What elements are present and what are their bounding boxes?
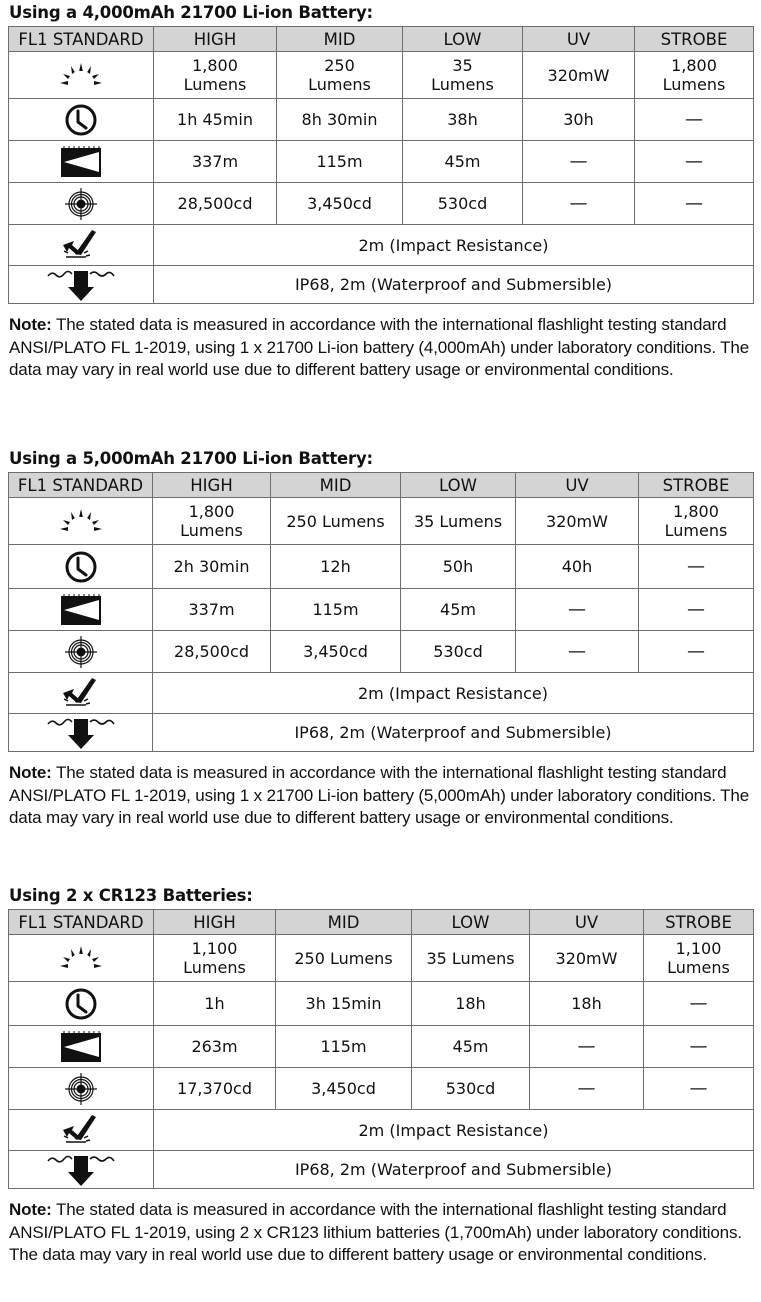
runtime-row <box>9 982 754 1026</box>
value-cell: — <box>635 141 754 183</box>
runtime-row <box>9 545 754 589</box>
section-title: Using a 5,000mAh 21700 Li-ion Battery: <box>9 449 373 468</box>
waterproof-icon <box>46 1152 116 1188</box>
value-cell: 1h 45min <box>154 99 277 141</box>
header-row <box>9 27 754 52</box>
value-cell: — <box>644 1068 754 1110</box>
column-header: UV <box>530 910 644 935</box>
impact-resistance-icon <box>60 228 102 262</box>
output-row <box>9 498 754 545</box>
value-cell: 530cd <box>403 183 523 225</box>
beam-distance-row <box>9 1026 754 1068</box>
column-header: MID <box>271 473 401 498</box>
value-cell: 17,370cd <box>154 1068 276 1110</box>
value-cell: 40h <box>516 545 639 589</box>
value-cell: 320mW <box>516 498 639 545</box>
value-cell: 45m <box>412 1026 530 1068</box>
value-cell: 320mW <box>523 52 635 99</box>
value-cell: 1,100 Lumens <box>154 935 276 982</box>
waterproof-value: IP68, 2m (Waterproof and Submersible) <box>153 714 754 752</box>
column-header: HIGH <box>153 473 271 498</box>
row-icon-cell <box>9 1110 154 1151</box>
row-icon-cell <box>9 52 154 99</box>
value-cell: 1,800 Lumens <box>154 52 277 99</box>
waterproof-row <box>9 714 754 752</box>
impact-row <box>9 1110 754 1151</box>
value-cell: 1,800 Lumens <box>635 52 754 99</box>
value-cell: 30h <box>523 99 635 141</box>
impact-resistance-icon <box>60 1113 102 1147</box>
value-cell: — <box>635 99 754 141</box>
value-cell: 250 Lumens <box>271 498 401 545</box>
row-icon-cell <box>9 1026 154 1068</box>
row-icon-cell <box>9 99 154 141</box>
value-cell: 35 Lumens <box>412 935 530 982</box>
output-row <box>9 52 754 99</box>
section-title: Using a 4,000mAh 21700 Li-ion Battery: <box>9 3 373 22</box>
column-header: UV <box>516 473 639 498</box>
value-cell: 263m <box>154 1026 276 1068</box>
value-cell: 1,800 Lumens <box>639 498 754 545</box>
note-label: Note: <box>9 1200 52 1219</box>
value-cell: 8h 30min <box>277 99 403 141</box>
row-icon-cell <box>9 1151 154 1189</box>
impact-value: 2m (Impact Resistance) <box>153 673 754 714</box>
value-cell: 250 Lumens <box>277 52 403 99</box>
row-icon-cell <box>9 225 154 266</box>
impact-row <box>9 673 754 714</box>
value-cell: — <box>516 589 639 631</box>
section-title: Using 2 x CR123 Batteries: <box>9 886 253 905</box>
impact-resistance-icon <box>60 676 102 710</box>
value-cell: — <box>639 631 754 673</box>
value-cell: 3h 15min <box>276 982 412 1026</box>
value-cell: — <box>639 545 754 589</box>
value-cell: — <box>644 982 754 1026</box>
battery-section <box>8 446 753 830</box>
value-cell: 12h <box>271 545 401 589</box>
waterproof-row <box>9 1151 754 1189</box>
runtime-row <box>9 99 754 141</box>
beam-distance-row <box>9 589 754 631</box>
impact-value: 2m (Impact Resistance) <box>154 1110 754 1151</box>
value-cell: 35 Lumens <box>401 498 516 545</box>
value-cell: 530cd <box>401 631 516 673</box>
intensity-target-icon <box>64 1072 98 1106</box>
battery-section <box>8 883 753 1267</box>
runtime-clock-icon <box>64 103 98 137</box>
value-cell: 1,800 Lumens <box>153 498 271 545</box>
beam-distance-icon <box>60 593 102 627</box>
value-cell: 1h <box>154 982 276 1026</box>
brightness-icon <box>58 508 104 534</box>
intensity-row <box>9 631 754 673</box>
waterproof-icon <box>46 267 116 303</box>
column-header: MID <box>276 910 412 935</box>
value-cell: 18h <box>530 982 644 1026</box>
value-cell: 35 Lumens <box>403 52 523 99</box>
brightness-icon <box>58 945 104 971</box>
value-cell: — <box>639 589 754 631</box>
column-header: LOW <box>403 27 523 52</box>
intensity-target-icon <box>64 187 98 221</box>
value-cell: 3,450cd <box>271 631 401 673</box>
intensity-target-icon <box>64 635 98 669</box>
waterproof-icon <box>46 715 116 751</box>
value-cell: — <box>644 1026 754 1068</box>
impact-value: 2m (Impact Resistance) <box>154 225 754 266</box>
value-cell: 28,500cd <box>153 631 271 673</box>
output-row <box>9 935 754 982</box>
value-cell: 3,450cd <box>276 1068 412 1110</box>
value-cell: 337m <box>154 141 277 183</box>
column-header: FL1 STANDARD <box>9 910 154 935</box>
spec-table <box>8 472 754 752</box>
beam-distance-icon <box>60 145 102 179</box>
header-row <box>9 910 754 935</box>
value-cell: 337m <box>153 589 271 631</box>
header-row <box>9 473 754 498</box>
note-paragraph <box>9 314 753 382</box>
row-icon-cell <box>9 982 154 1026</box>
note-text: The stated data is measured in accordance with the international flashlight testing standard ANSI/PLATO FL 1-2019, using 1 x 21700 Li-ion battery (5,000mAh) under laboratory conditions. The data may vary in real world use due to different battery usage or environmental conditions. <box>9 763 750 827</box>
value-cell: 115m <box>271 589 401 631</box>
value-cell: 530cd <box>412 1068 530 1110</box>
column-header: FL1 STANDARD <box>9 27 154 52</box>
note-text: The stated data is measured in accordance with the international flashlight testing standard ANSI/PLATO FL 1-2019, using 1 x 21700 Li-ion battery (4,000mAh) under laboratory conditions. The data may vary in real world use due to different battery usage or environmental conditions. <box>9 315 750 379</box>
row-icon-cell <box>9 183 154 225</box>
waterproof-value: IP68, 2m (Waterproof and Submersible) <box>154 1151 754 1189</box>
impact-row <box>9 225 754 266</box>
value-cell: 50h <box>401 545 516 589</box>
column-header: HIGH <box>154 27 277 52</box>
value-cell: 2h 30min <box>153 545 271 589</box>
spec-table <box>8 26 754 304</box>
row-icon-cell <box>9 498 153 545</box>
row-icon-cell <box>9 673 153 714</box>
value-cell: 250 Lumens <box>276 935 412 982</box>
row-icon-cell <box>9 266 154 304</box>
waterproof-value: IP68, 2m (Waterproof and Submersible) <box>154 266 754 304</box>
value-cell: 115m <box>276 1026 412 1068</box>
column-header: MID <box>277 27 403 52</box>
column-header: FL1 STANDARD <box>9 473 153 498</box>
row-icon-cell <box>9 589 153 631</box>
column-header: STROBE <box>639 473 754 498</box>
row-icon-cell <box>9 935 154 982</box>
value-cell: 3,450cd <box>277 183 403 225</box>
row-icon-cell <box>9 631 153 673</box>
row-icon-cell <box>9 1068 154 1110</box>
spec-table <box>8 909 754 1189</box>
value-cell: — <box>635 183 754 225</box>
battery-section <box>8 0 753 382</box>
value-cell: 320mW <box>530 935 644 982</box>
waterproof-row <box>9 266 754 304</box>
intensity-row <box>9 1068 754 1110</box>
value-cell: — <box>530 1068 644 1110</box>
runtime-clock-icon <box>64 550 98 584</box>
value-cell: — <box>516 631 639 673</box>
brightness-icon <box>58 62 104 88</box>
note-label: Note: <box>9 763 52 782</box>
value-cell: 45m <box>401 589 516 631</box>
note-label: Note: <box>9 315 52 334</box>
row-icon-cell <box>9 141 154 183</box>
note-paragraph <box>9 1199 753 1267</box>
value-cell: 1,100 Lumens <box>644 935 754 982</box>
value-cell: 115m <box>277 141 403 183</box>
column-header: LOW <box>412 910 530 935</box>
value-cell: — <box>523 141 635 183</box>
value-cell: 45m <box>403 141 523 183</box>
row-icon-cell <box>9 714 153 752</box>
column-header: UV <box>523 27 635 52</box>
value-cell: — <box>523 183 635 225</box>
value-cell: 28,500cd <box>154 183 277 225</box>
column-header: HIGH <box>154 910 276 935</box>
column-header: LOW <box>401 473 516 498</box>
value-cell: — <box>530 1026 644 1068</box>
beam-distance-icon <box>60 1030 102 1064</box>
runtime-clock-icon <box>64 987 98 1021</box>
column-header: STROBE <box>635 27 754 52</box>
column-header: STROBE <box>644 910 754 935</box>
value-cell: 38h <box>403 99 523 141</box>
note-paragraph <box>9 762 753 830</box>
note-text: The stated data is measured in accordance with the international flashlight testing standard ANSI/PLATO FL 1-2019, using 2 x CR123 lithium batteries (1,700mAh) under laboratory conditions. The data may vary in real world use due to different battery usage or environmental conditions. <box>9 1200 742 1264</box>
row-icon-cell <box>9 545 153 589</box>
intensity-row <box>9 183 754 225</box>
beam-distance-row <box>9 141 754 183</box>
value-cell: 18h <box>412 982 530 1026</box>
